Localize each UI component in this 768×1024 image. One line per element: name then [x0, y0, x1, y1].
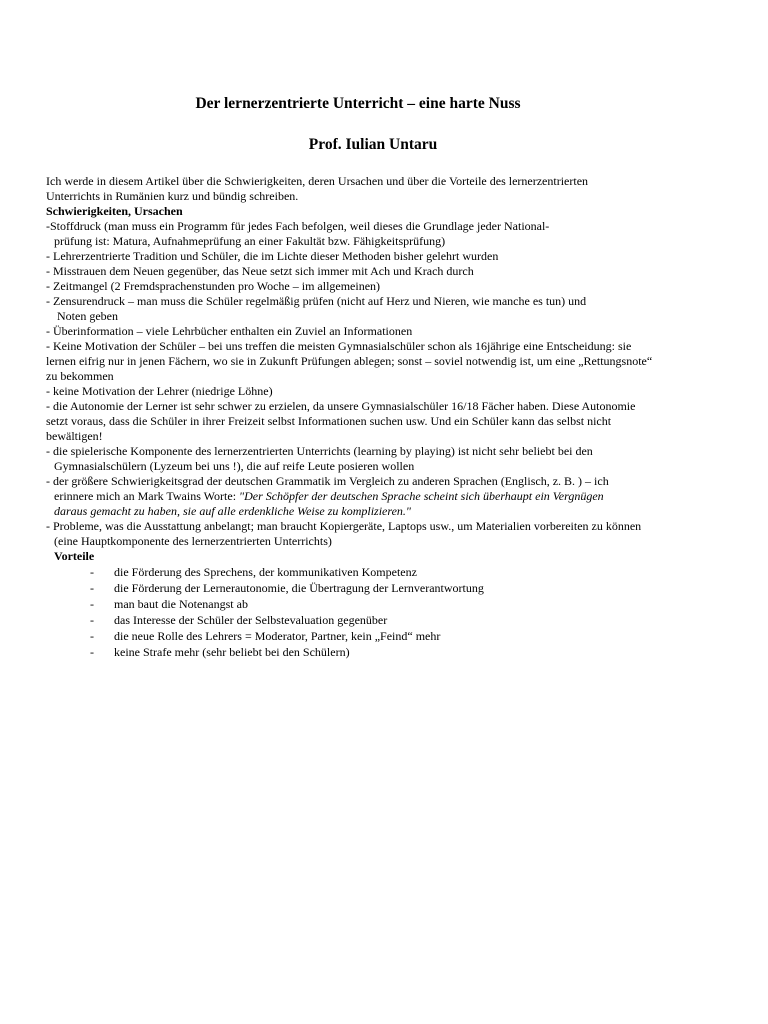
text-line: setzt voraus, dass die Schüler in ihrer Freizeit selbst Informationen suchen usw. Und ein Schüler kann das selbst nicht: [46, 414, 612, 428]
quote-line: daraus gemacht zu haben, sie auf alle erdenkliche Weise zu komplizieren.": [54, 504, 411, 518]
list-item: [46, 596, 718, 612]
intro-line-2: Unterrichts in Rumänien kurz und bündig schreiben.: [46, 189, 299, 203]
list-item-text: die neue Rolle des Lehrers = Moderator, Partner, kein „Feind“ mehr: [114, 629, 441, 643]
bullet-dash: -: [90, 565, 94, 579]
text-line: - Probleme, was die Ausstattung anbelangt; man braucht Kopiergeräte, Laptops usw., um Materialien vorbereiten zu können: [46, 519, 642, 533]
list-item-text: man baut die Notenangst ab: [114, 597, 248, 611]
text-segment: erinnere mich an Mark Twains Worte:: [54, 489, 240, 503]
document-title: Der lernerzentrierte Unterricht – eine harte Nuss: [195, 95, 521, 112]
text-line: - der größere Schwierigkeitsgrad der deutschen Grammatik im Vergleich zu anderen Sprachen (Englisch, z. B. ) – ich: [46, 474, 609, 488]
text-line: - die Autonomie der Lerner ist sehr schwer zu erzielen, da unsere Gymnasialschüler 16/18 Fächer haben. Diese Autonomie: [46, 399, 636, 413]
intro-line-1: Ich werde in diesem Artikel über die Schwierigkeiten, deren Ursachen und über die Vorteile des lernerzentrierten: [46, 174, 589, 188]
bullet-dash: -: [90, 645, 94, 659]
text-line: Gymnasialschülern (Lyzeum bei uns !), die auf reife Leute posieren wollen: [54, 459, 415, 473]
text-line: prüfung ist: Matura, Aufnahmeprüfung an einer Fakultät bzw. Fähigkeitsprüfung): [54, 234, 446, 248]
text-line: bewältigen!: [46, 429, 103, 443]
vorteile-list: [46, 564, 718, 660]
bullet-dash: -: [90, 613, 94, 627]
bullet-dash: -: [90, 597, 94, 611]
text-line: - Misstrauen dem Neuen gegenüber, das Neue setzt sich immer mit Ach und Krach durch: [46, 264, 474, 278]
text-line: - Überinformation – viele Lehrbücher enthalten ein Zuviel an Informationen: [46, 324, 413, 338]
bullet-dash: -: [90, 629, 94, 643]
text-line: -Stoffdruck (man muss ein Programm für jedes Fach befolgen, weil dieses die Grundlage jeder National-: [46, 219, 550, 233]
text-line: lernen eifrig nur in jenen Fächern, wo sie in Zukunft Prüfungen ablegen; sonst – soviel notwendig ist, um eine „Rettungsnote“: [46, 354, 653, 368]
text-line: zu bekommen: [46, 369, 114, 383]
text-line: - Zeitmangel (2 Fremdsprachenstunden pro Woche – im allgemeinen): [46, 279, 381, 293]
list-item-text: die Förderung der Lernerautonomie, die Übertragung der Lernverantwortung: [114, 581, 484, 595]
text-line: [46, 489, 718, 504]
quote-segment: "Der Schöpfer der deutschen Sprache scheint sich überhaupt ein Vergnügen: [239, 489, 604, 503]
list-item-text: das Interesse der Schüler der Selbstevaluation gegenüber: [114, 613, 388, 627]
text-line: (eine Hauptkomponente des lernerzentrierten Unterrichts): [54, 534, 332, 548]
list-item: [46, 612, 718, 628]
list-item-text: die Förderung des Sprechens, der kommunikativen Kompetenz: [114, 565, 417, 579]
text-line: - keine Motivation der Lehrer (niedrige Löhne): [46, 384, 273, 398]
list-item: [46, 564, 718, 580]
bullet-dash: -: [90, 581, 94, 595]
section-heading-vorteile: Vorteile: [54, 549, 95, 563]
list-item: [46, 580, 718, 596]
text-line: Noten geben: [57, 309, 118, 323]
list-item: [46, 628, 718, 644]
text-line: - die spielerische Komponente des lernerzentrierten Unterrichts (learning by playing) ist nicht sehr beliebt bei den: [46, 444, 593, 458]
section-heading-schwierigkeiten: Schwierigkeiten, Ursachen: [46, 204, 183, 218]
list-item-text: keine Strafe mehr (sehr beliebt bei den Schülern): [114, 645, 350, 659]
text-line: - Lehrerzentrierte Tradition und Schüler, die im Lichte dieser Methoden bisher gelehrt wurden: [46, 249, 499, 263]
list-item: [46, 644, 718, 660]
document-body: [46, 174, 718, 660]
text-line: - Keine Motivation der Schüler – bei uns treffen die meisten Gymnasialschüler schon als 16jährige eine Entscheidung: sie: [46, 339, 632, 353]
text-line: - Zensurendruck – man muss die Schüler regelmäßig prüfen (nicht auf Herz und Nieren, wie manche es tun) und: [46, 294, 587, 308]
document-author: Prof. Iulian Untaru: [308, 136, 438, 153]
